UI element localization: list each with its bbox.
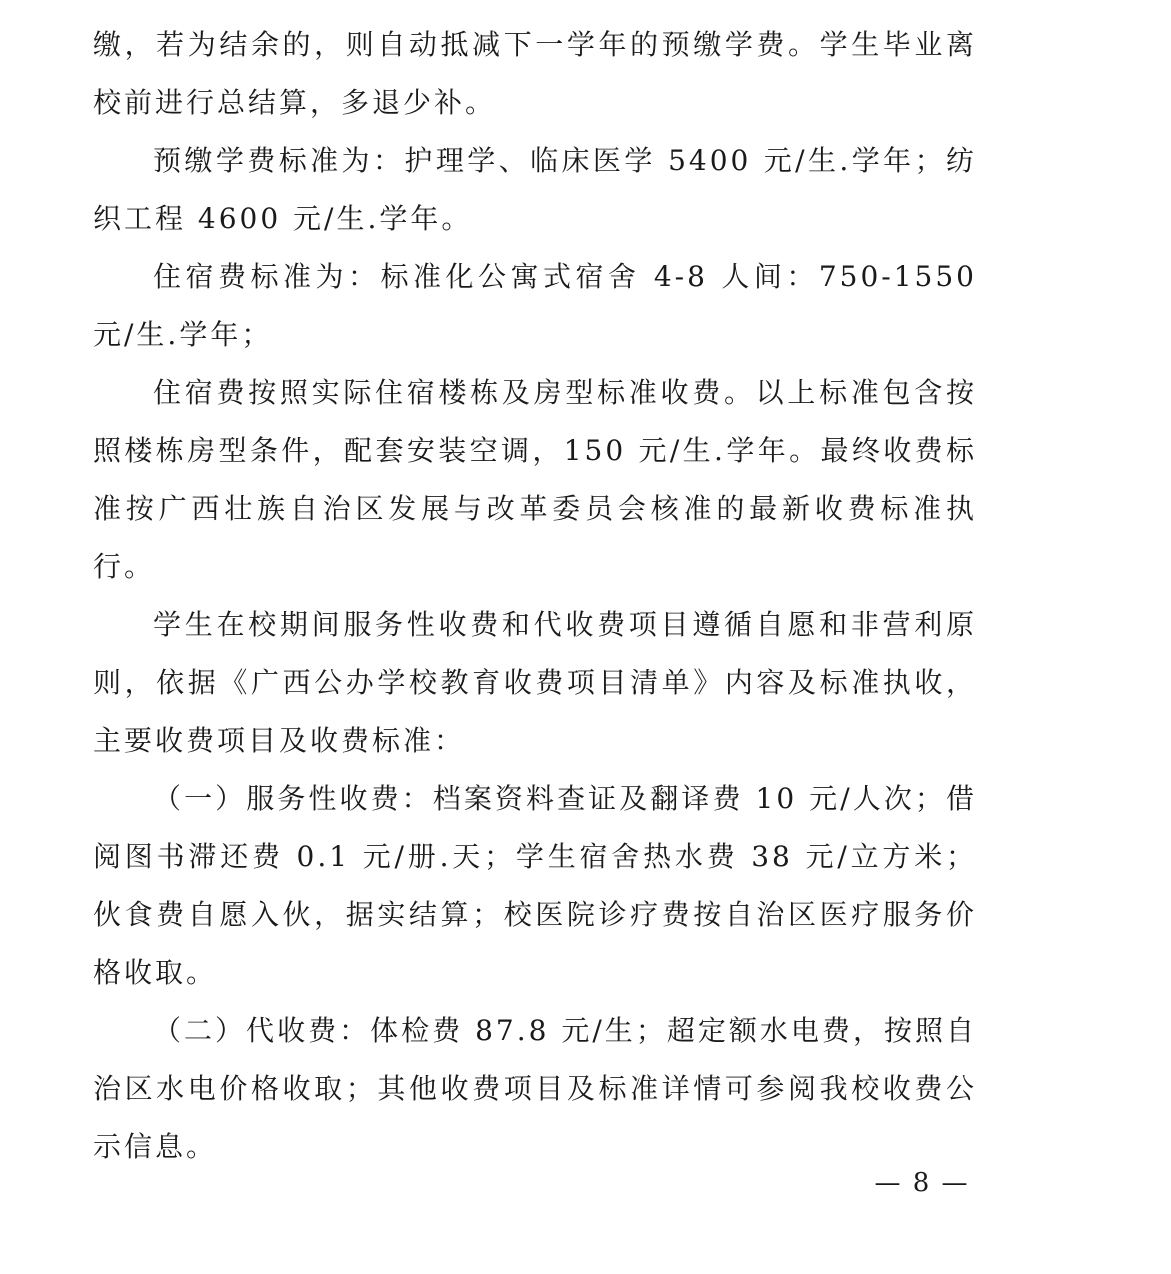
paragraph-service-fees: （一）服务性收费：档案资料查证及翻译费 10 元/人次；借阅图书滞还费 0.1 元/册.天；学生宿舍热水费 38 元/立方米；伙食费自愿入伙，据实结算；校医院诊疗费按自治区医疗服务价格收取。 bbox=[93, 782, 977, 989]
page-number: — 8 — bbox=[874, 1168, 970, 1198]
paragraph-accommodation-details: 住宿费按照实际住宿楼栋及房型标准收费。以上标准包含按照楼栋房型条件，配套安装空调，150 元/生.学年。最终收费标准按广西壮族自治区发展与改革委员会核准的最新收费标准执行。 bbox=[93, 376, 977, 583]
paragraph-tuition-standard: 预缴学费标准为：护理学、临床医学 5400 元/生.学年；纺织工程 4600 元/生.学年。 bbox=[93, 144, 977, 235]
paragraph-collected-fees: （二）代收费：体检费 87.8 元/生；超定额水电费，按照自治区水电价格收取；其他收费项目及标准详情可参阅我校收费公示信息。 bbox=[93, 1014, 977, 1163]
paragraph-service-fees-intro: 学生在校期间服务性收费和代收费项目遵循自愿和非营利原则，依据《广西公办学校教育收费项目清单》内容及标准执收，主要收费项目及收费标准： bbox=[93, 608, 977, 757]
paragraph-continuation: 缴，若为结余的，则自动抵减下一学年的预缴学费。学生毕业离校前进行总结算，多退少补。 bbox=[93, 28, 977, 119]
document-body bbox=[93, 16, 977, 1176]
paragraph-accommodation-standard: 住宿费标准为：标准化公寓式宿舍 4-8 人间：750-1550 元/生.学年； bbox=[93, 260, 977, 351]
